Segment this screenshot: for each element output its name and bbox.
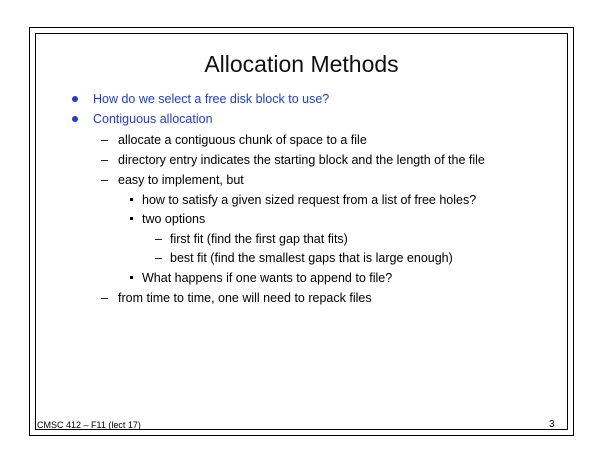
sub-item-text: directory entry indicates the starting block and the length of the file <box>118 153 485 167</box>
sub-sub-item-text: What happens if one wants to append to file? <box>142 271 393 285</box>
dash-marker: – <box>155 251 162 265</box>
bullet-text: How do we select a free disk block to use? <box>93 92 330 106</box>
sub-sub-item-text: how to satisfy a given sized request from a list of free holes? <box>142 193 477 207</box>
bullet-dot-icon <box>72 116 78 122</box>
slide-title: Allocation Methods <box>204 51 399 77</box>
square-bullet-icon <box>130 276 133 279</box>
sub-item-text: easy to implement, but <box>118 173 244 187</box>
square-bullet-icon <box>130 217 133 220</box>
footer-course-label: CMSC 412 – F11 (lect 17) <box>37 420 141 430</box>
bullet-dot-icon <box>72 96 78 102</box>
sub-item-text: from time to time, one will need to repack files <box>118 291 372 305</box>
dash-marker: – <box>101 291 108 305</box>
option-text: first fit (find the first gap that fits) <box>170 232 348 246</box>
page-number: 3 <box>549 419 555 430</box>
option-text: best fit (find the smallest gaps that is large enough) <box>170 251 453 265</box>
sub-item-text: allocate a contiguous chunk of space to a file <box>118 133 367 147</box>
dash-marker: – <box>101 153 108 167</box>
sub-sub-item-text: two options <box>142 212 206 226</box>
dash-marker: – <box>101 133 108 147</box>
dash-marker: – <box>155 232 162 246</box>
dash-marker: – <box>101 173 108 187</box>
bullet-text: Contiguous allocation <box>93 112 213 126</box>
square-bullet-icon <box>130 198 133 201</box>
